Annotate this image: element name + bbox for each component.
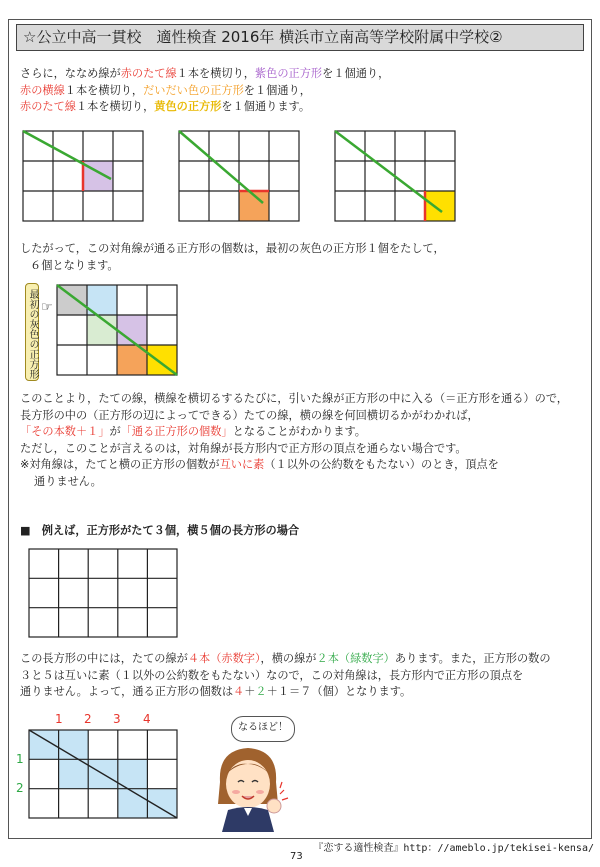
step-grid-3 [335,131,457,221]
conclusion-text: したがって，この対角線が通る正方形の個数は，最初の灰色の正方形１個をたして， ６個となります。 [20,242,445,272]
example-grid [29,549,179,639]
full-path-grid [57,285,179,375]
step-grid-1 [23,131,145,221]
crossing-number-green: 2 [16,781,24,795]
crossing-number-red: 4 [143,712,151,726]
crossing-number-red: 2 [84,712,92,726]
pointing-hand-icon: ☞ [41,300,53,315]
footer-source: 『恋する適性検査』http：//ameblo.jp/tekisei-kensa/ [313,843,594,854]
page-title: ☆公立中高一貫校 適性検査 2016年 横浜市立南高等学校附属中学校② [16,24,584,51]
explanation-text: このことより，たての線，横線を横切るするたびに，引いた線が正方形の中に入る（＝正方形を通る）ので， 長方形の中の（正方形の辺によってできる）たての線，横の線を何回横切るかがわかれば， 「その本数＋１」が「通る正方形の個数」となることがわかります。 ただし，このことが言えるのは，対角線が長方形内で正方形の頂点を通らない場合です。 ※対角線は，たてと横の正方形の個数が互いに素（１以外の公約数をもたない）のとき，頂点を 通りません。 [20,392,568,488]
crossing-number-red: 1 [55,712,63,726]
speech-bubble: なるほど！ [231,716,295,742]
intro-text: さらに，ななめ線が赤のたて線１本を横切り，紫色の正方形を１個通り， 赤の横線１本を横切り，だいだい色の正方形を１個通り， 赤のたて線１本を横切り，黄色の正方形を１個通ります。 [20,67,390,113]
example-explanation: この長方形の中には，たての線が４本（赤数字），横の線が２本（緑数字）あります。また，正方形の数の ３と５は互いに素（１以外の公約数をもたない）なので，この対角線は，長方形内で正方形の頂点を 通りません。よって，通る正方形の個数は４＋２＋１＝７（個）となります。 [20,652,551,698]
page-number: 73 [290,851,303,862]
gray-square-label: 最初の灰色の正方形 [25,283,39,381]
crossing-number-green: 1 [16,752,24,766]
example-heading: ■ 例えば，正方形がたて３個，横５個の長方形の場合 [20,524,300,537]
example-diagonal-grid [29,730,179,820]
step-grid-2 [179,131,301,221]
student-illustration [208,742,288,832]
crossing-number-red: 3 [113,712,121,726]
